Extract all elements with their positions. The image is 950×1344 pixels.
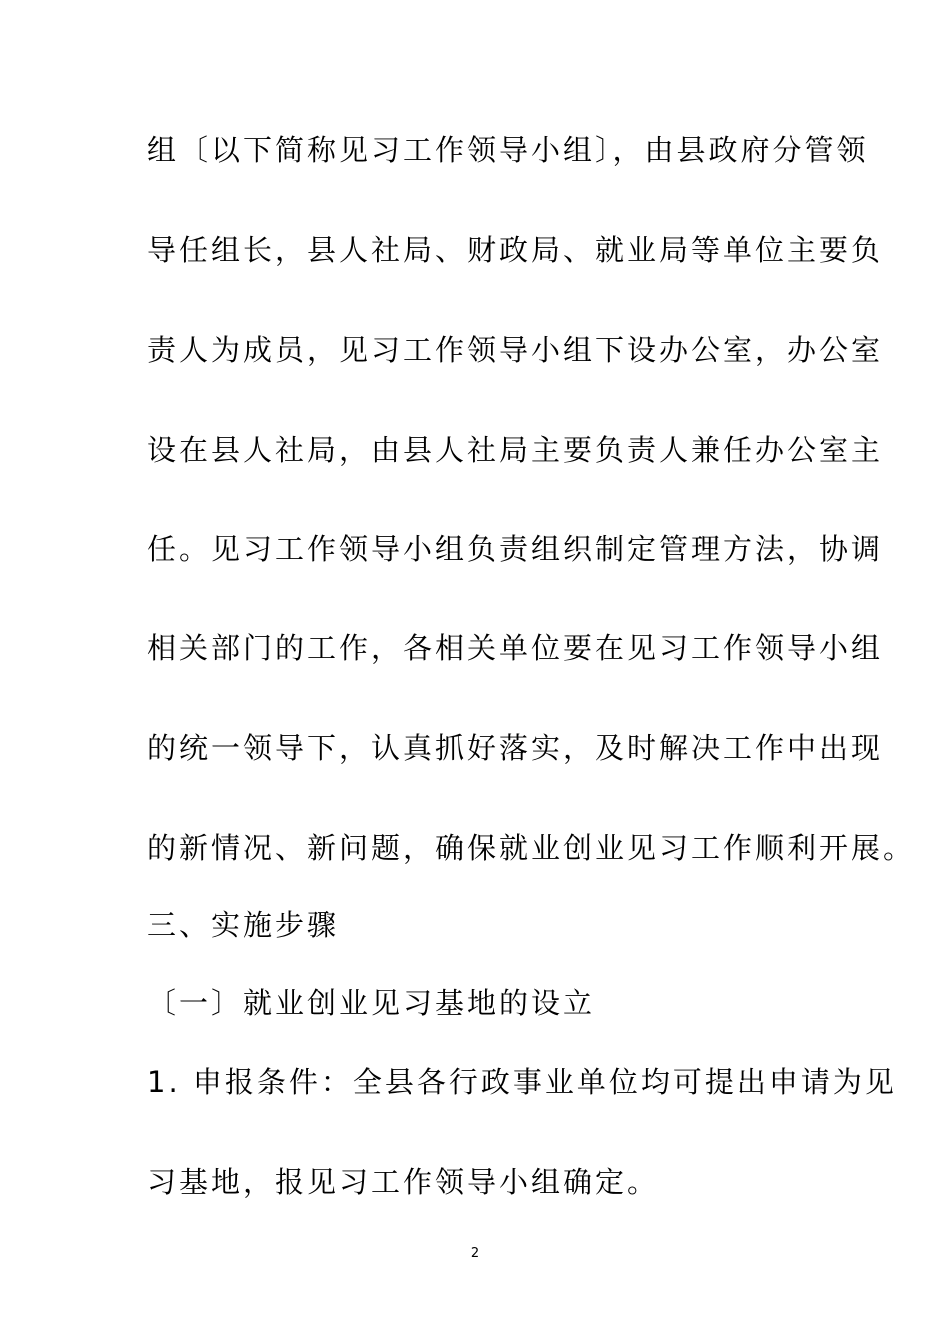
list-item-text: 1. 申报条件：全县各行政事业单位均可提出申请为见 (147, 1065, 897, 1099)
section-heading: 三、实施步骤 (147, 908, 340, 942)
body-text-line: 组〔以下简称见习工作领导小组〕，由县政府分管领 (147, 133, 869, 167)
body-text-line: 相关部门的工作，各相关单位要在见习工作领导小组 (147, 631, 884, 665)
body-text-line: 导任组长，县人社局、财政局、就业局等单位主要负 (147, 233, 884, 267)
subsection-heading: 〔一〕就业创业见习基地的设立 (147, 986, 596, 1020)
body-text-line: 责人为成员，见习工作领导小组下设办公室，办公室 (147, 333, 884, 367)
list-item-text: 习基地，报见习工作领导小组确定。 (147, 1165, 660, 1199)
page-number: 2 (470, 1246, 480, 1261)
body-text-line: 的统一领导下，认真抓好落实，及时解决工作中出现 (147, 731, 884, 765)
body-text-line: 设在县人社局，由县人社局主要负责人兼任办公室主 (147, 433, 884, 467)
body-text-line: 任。见习工作领导小组负责组织制定管理方法，协调 (147, 532, 884, 566)
body-text-line: 的新情况、新问题，确保就业创业见习工作顺利开展。 (147, 831, 916, 865)
